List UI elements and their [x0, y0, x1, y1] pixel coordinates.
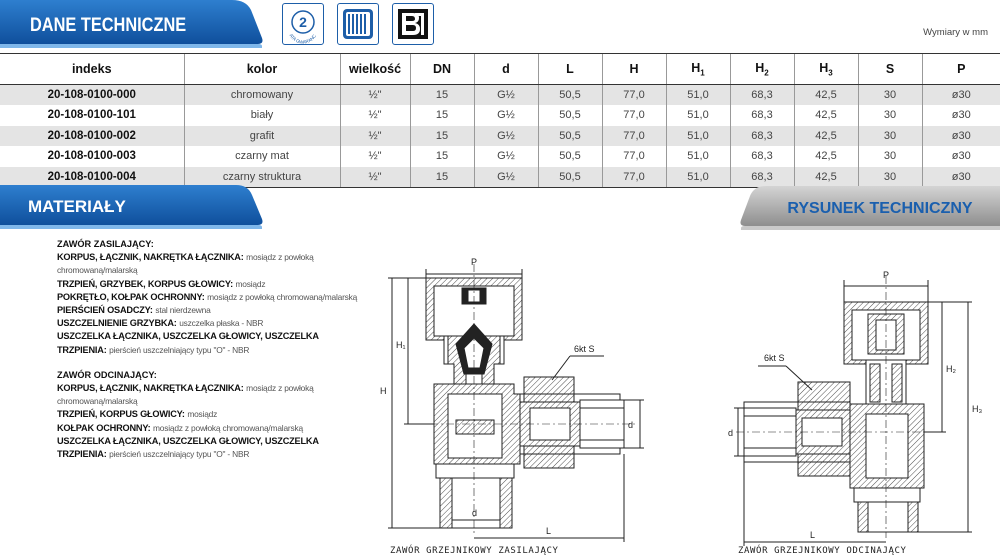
spec-table	[0, 53, 1000, 188]
table-cell: grafit	[184, 126, 340, 147]
table-cell: 42,5	[794, 146, 858, 167]
material-line	[57, 251, 367, 277]
table-cell: 77,0	[602, 105, 666, 126]
return-valve-title: ZAWÓR ODCINAJĄCY:	[57, 369, 157, 380]
table-cell: G½	[474, 85, 538, 106]
dim-h2: H₂	[946, 364, 956, 374]
table-cell: chromowany	[184, 85, 340, 106]
dim-h3: H₃	[972, 404, 983, 414]
material-value: mosiądz z powłoką chromowaną/malarską	[57, 383, 314, 407]
table-cell: G½	[474, 126, 538, 147]
material-part: POKRĘTŁO, KOŁPAK OCHRONNY:	[57, 291, 205, 302]
col-l: L	[538, 54, 602, 85]
drawing-title: RYSUNEK TECHNICZNY	[787, 200, 973, 217]
material-line	[57, 435, 367, 461]
table-cell: 77,0	[602, 85, 666, 106]
table-cell: 20-108-0100-101	[47, 109, 136, 122]
materials-title: MATERIAŁY	[28, 197, 126, 216]
materials-list	[57, 238, 367, 461]
warranty-arc-text: ATA GWARANC	[288, 32, 317, 44]
table-cell: 77,0	[602, 126, 666, 147]
material-part: USZCZELKA ŁĄCZNIKA, USZCZELKA GŁOWICY, USZCZELKA TRZPIENIA:	[57, 331, 319, 355]
table-cell: G½	[474, 105, 538, 126]
table-cell: G½	[474, 146, 538, 167]
badge-row	[282, 3, 434, 47]
table-cell: biały	[184, 105, 340, 126]
table-cell: 30	[858, 126, 922, 147]
supply-valve-svg	[374, 244, 654, 556]
table-cell: 20-108-0100-002	[0, 126, 184, 147]
material-part: USZCZELNIENIE GRZYBKA:	[57, 318, 177, 329]
spec-table-container	[0, 53, 1000, 185]
material-part: TRZPIEŃ, GRZYBEK, KORPUS GŁOWICY:	[57, 278, 233, 289]
table-cell: 51,0	[666, 126, 730, 147]
table-cell: 50,5	[538, 146, 602, 167]
table-cell: 42,5	[794, 105, 858, 126]
header-title-bar	[0, 0, 265, 50]
table-cell: ½"	[340, 105, 410, 126]
col-h1: $H_1$	[666, 54, 730, 85]
col-d: d	[474, 54, 538, 85]
materials-section-bar	[0, 185, 265, 229]
material-value: uszczelka płaska - NBR	[179, 318, 264, 329]
table-cell: 51,0	[666, 167, 730, 188]
table-cell: 42,5	[794, 85, 858, 106]
spec-table-header	[0, 54, 1000, 85]
material-line	[57, 330, 367, 356]
material-value: mosiądz z powłoką chromowaną/malarską	[207, 291, 358, 302]
table-cell: 20-108-0100-004	[0, 167, 184, 188]
dim-l: L	[810, 530, 816, 540]
table-cell: 42,5	[794, 167, 858, 188]
table-cell: 77,0	[602, 167, 666, 188]
units-note: Wymiary w mm	[923, 27, 988, 38]
page-title: DANE TECHNICZNE	[30, 15, 187, 36]
material-part: PIERŚCIEŃ OSADCZY:	[57, 305, 153, 316]
material-line	[57, 304, 367, 317]
materials-bar-shape	[0, 185, 265, 229]
dim-wrench: 6kt S	[574, 344, 595, 354]
table-cell: 15	[410, 146, 474, 167]
material-part: KOŁPAK OCHRONNY:	[57, 422, 151, 433]
dim-wrench: 6kt S	[764, 353, 785, 363]
material-line	[57, 278, 367, 291]
table-cell: 42,5	[794, 126, 858, 147]
col-h3: $H_3$	[794, 54, 858, 85]
col-h2: $H_2$	[730, 54, 794, 85]
table-row	[0, 85, 1000, 106]
material-value: stal nierdzewna	[155, 305, 211, 316]
table-cell: 30	[858, 105, 922, 126]
dim-h1: H₁	[396, 340, 406, 350]
material-line	[57, 422, 367, 435]
table-row	[0, 105, 1000, 126]
material-value: mosiądz z powłoką chromowaną/malarską	[153, 422, 303, 433]
material-line	[57, 408, 367, 421]
table-cell: 30	[858, 85, 922, 106]
table-cell: 15	[410, 105, 474, 126]
dim-d-right: d	[628, 420, 634, 430]
col-s: S	[858, 54, 922, 85]
material-value: mosiądz z powłoką chromowaną/malarską	[57, 252, 314, 276]
table-row	[0, 167, 1000, 188]
material-part: KORPUS, ŁĄCZNIK, NAKRĘTKA ŁĄCZNIKA:	[57, 383, 244, 394]
material-part: USZCZELKA ŁĄCZNIKA, USZCZELKA GŁOWICY, USZCZELKA TRZPIENIA:	[57, 435, 319, 460]
col-p: P	[922, 54, 1000, 85]
dim-p: P	[883, 270, 890, 280]
table-cell: ½"	[340, 126, 410, 147]
radiator-icon	[337, 3, 379, 45]
table-cell: 50,5	[538, 126, 602, 147]
table-cell: czarny mat	[184, 146, 340, 167]
table-cell: 20-108-0100-003	[47, 150, 136, 163]
table-cell: 68,3	[730, 105, 794, 126]
table-cell: 51,0	[666, 85, 730, 106]
dim-d-left: d	[728, 428, 734, 438]
material-part: TRZPIEŃ, KORPUS GŁOWICY:	[57, 409, 185, 420]
table-cell: G½	[474, 167, 538, 188]
drawing-section-bar	[738, 186, 1000, 230]
warranty-years: 2	[299, 14, 307, 30]
return-valve-drawing	[728, 262, 1000, 556]
table-cell: ø30	[922, 105, 1000, 126]
warranty-badge-icon	[282, 3, 324, 45]
col-dn: DN	[410, 54, 474, 85]
table-cell: 30	[858, 167, 922, 188]
table-cell: 68,3	[730, 126, 794, 147]
material-line	[57, 291, 367, 304]
material-line	[57, 382, 367, 408]
table-cell: 51,0	[666, 105, 730, 126]
supply-valve-title: ZAWÓR ZASILAJĄCY:	[57, 239, 154, 249]
table-cell: 50,5	[538, 105, 602, 126]
supply-caption: ZAWÓR GRZEJNIKOWY ZASILAJĄCY	[390, 546, 559, 556]
table-row	[0, 146, 1000, 167]
table-cell: ø30	[922, 167, 1000, 188]
table-cell: 68,3	[730, 167, 794, 188]
material-line	[57, 317, 367, 330]
return-caption: ZAWÓR GRZEJNIKOWY ODCINAJĄCY	[738, 546, 907, 556]
table-cell: 30	[858, 146, 922, 167]
table-cell: 68,3	[730, 85, 794, 106]
table-cell: 15	[410, 85, 474, 106]
return-valve-svg	[728, 262, 1000, 556]
table-cell: ø30	[922, 85, 1000, 106]
brand-logo-icon	[392, 3, 434, 45]
table-cell: ½"	[340, 146, 410, 167]
table-cell: 50,5	[538, 85, 602, 106]
col-wielkosc: wielkość	[340, 54, 410, 85]
table-cell: 68,3	[730, 146, 794, 167]
col-kolor: kolor	[184, 54, 340, 85]
table-cell: 77,0	[602, 146, 666, 167]
table-row	[0, 126, 1000, 147]
material-value: pierścień uszczelniający typu "O" - NBR	[109, 344, 250, 355]
table-cell: ø30	[922, 146, 1000, 167]
drawing-bar-shape	[738, 186, 1000, 230]
material-value: mosiądz	[235, 278, 266, 289]
dim-h: H	[380, 386, 387, 396]
table-cell: ½"	[340, 85, 410, 106]
table-cell: 15	[410, 167, 474, 188]
table-cell: 20-108-0100-000	[0, 85, 184, 106]
supply-valve-drawing	[374, 244, 654, 556]
material-part: KORPUS, ŁĄCZNIK, NAKRĘTKA ŁĄCZNIKA:	[57, 252, 244, 263]
table-cell: czarny struktura	[184, 167, 340, 188]
table-cell: ø30	[922, 126, 1000, 147]
material-value: pierścień uszczelniający typu "O" - NBR	[109, 449, 250, 460]
dim-l: L	[546, 526, 552, 536]
col-indeks: indeks	[0, 54, 184, 85]
table-cell: ½"	[340, 167, 410, 188]
table-cell: 15	[410, 126, 474, 147]
material-value: mosiądz	[187, 409, 218, 420]
table-cell: 50,5	[538, 167, 602, 188]
table-cell: 51,0	[666, 146, 730, 167]
col-h: H	[602, 54, 666, 85]
dim-p: P	[471, 257, 478, 267]
dim-d-bottom: d	[472, 508, 478, 518]
